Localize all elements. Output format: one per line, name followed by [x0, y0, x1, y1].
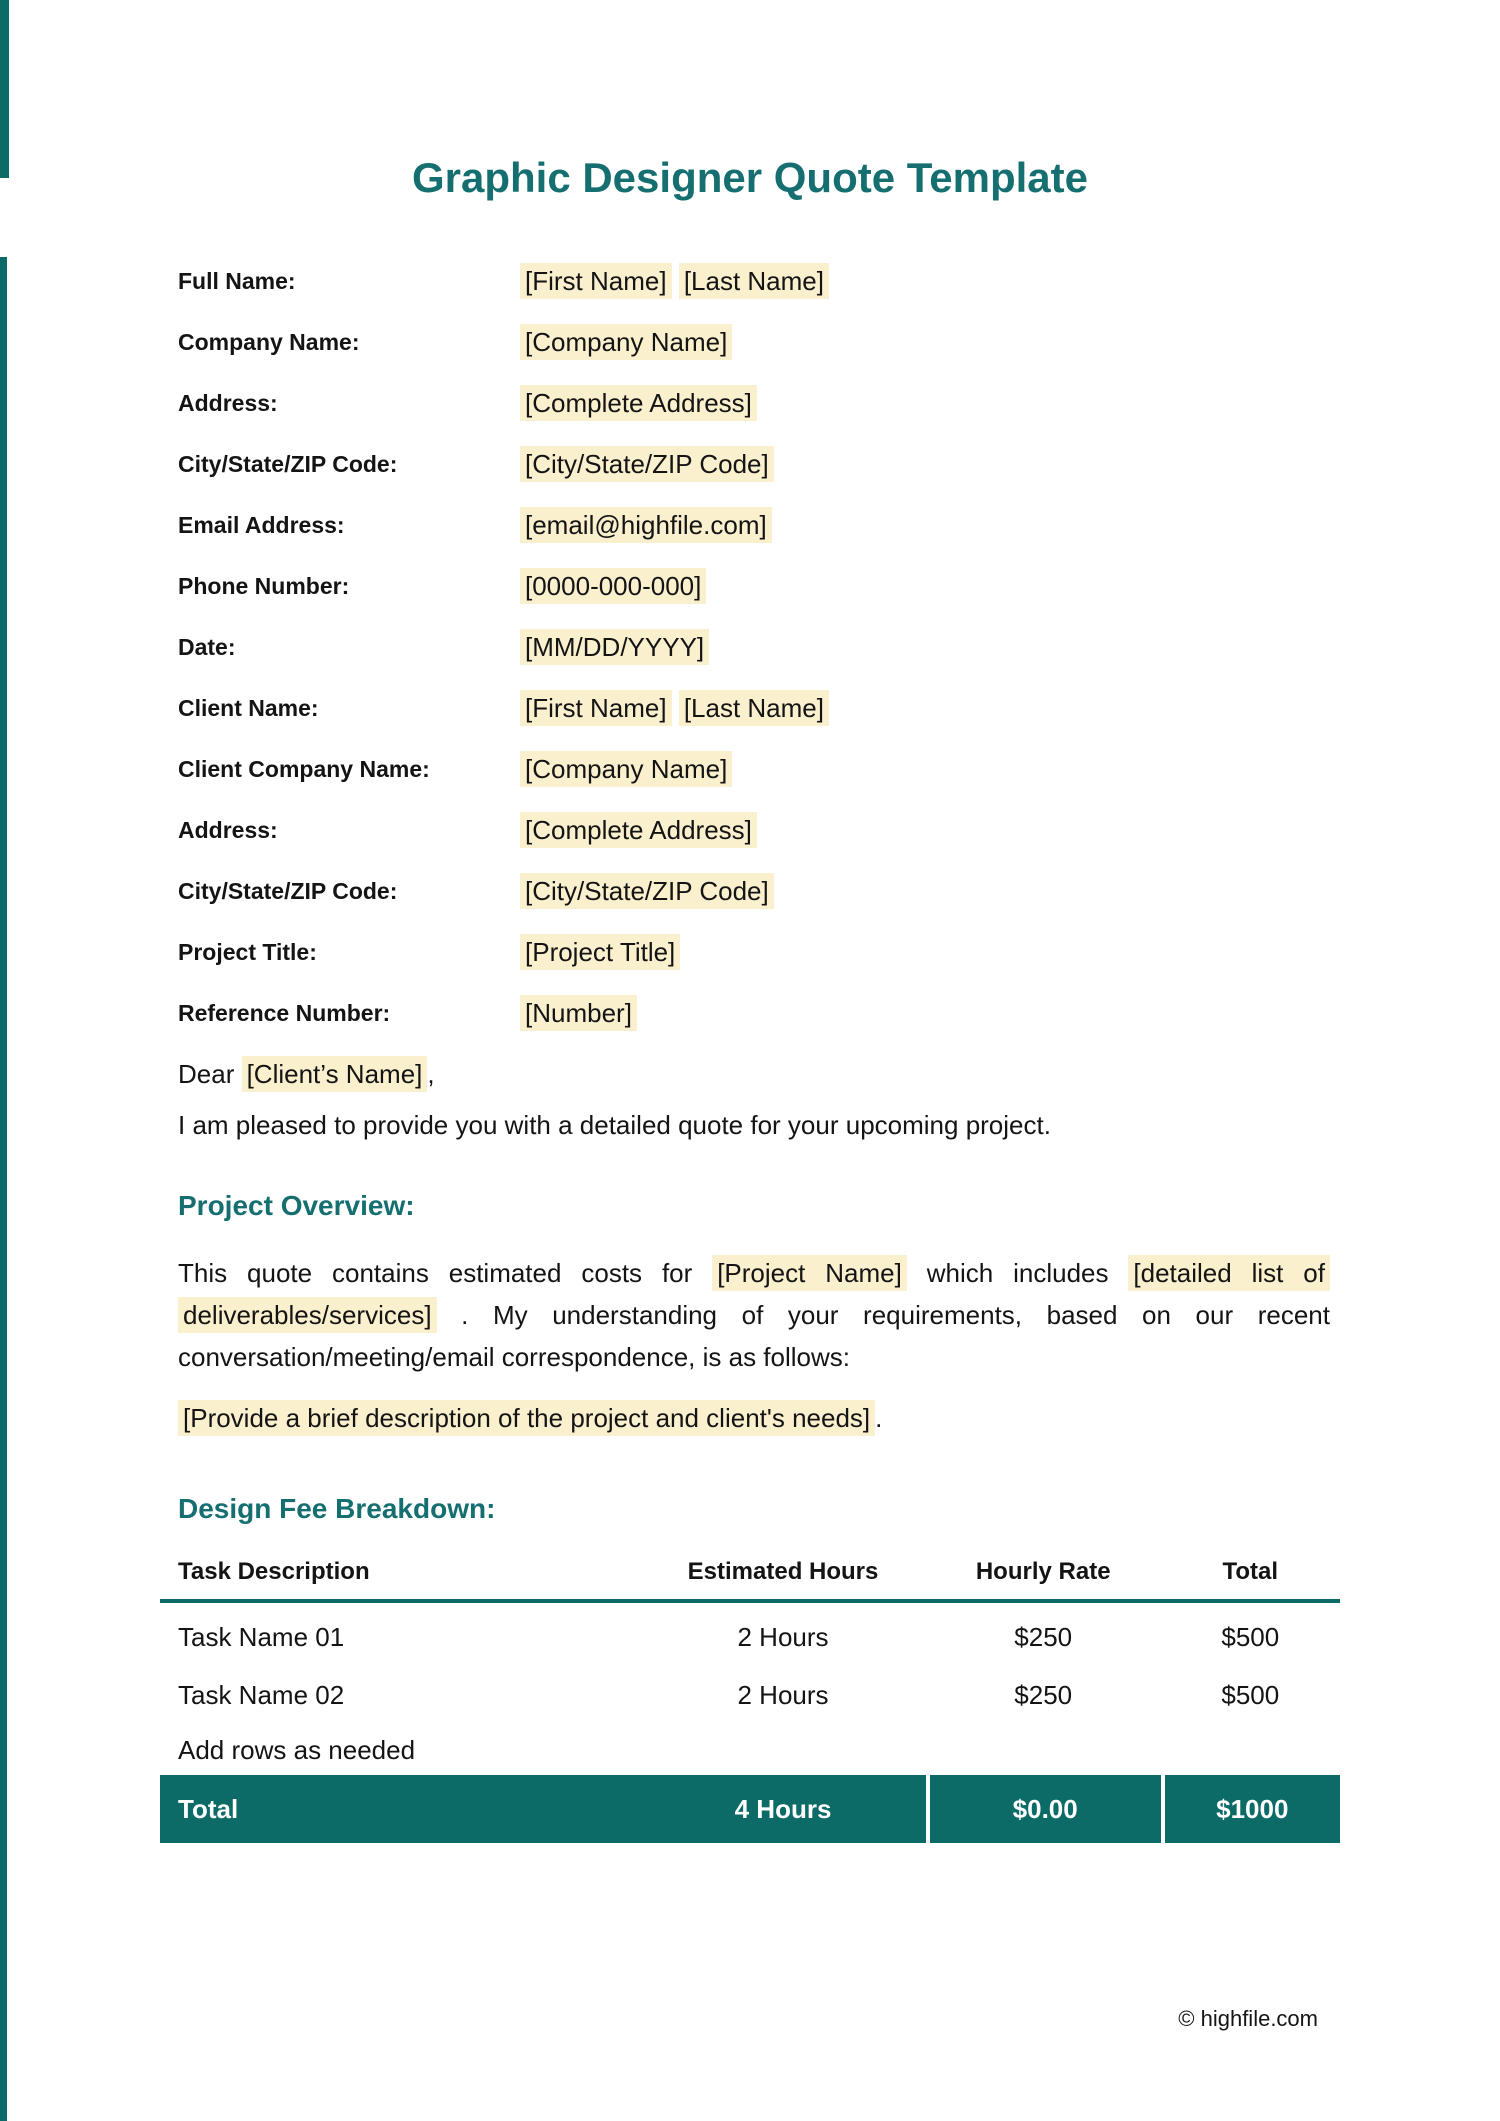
text-run: Dear [178, 1059, 242, 1089]
table-total-row [160, 1775, 1340, 1843]
field-value [520, 327, 732, 358]
form-row [178, 753, 1330, 786]
field-value [520, 632, 709, 663]
field-label: City/State/ZIP Code: [178, 878, 398, 904]
form-row [178, 997, 1330, 1030]
placeholder-field[interactable]: [Number] [520, 995, 637, 1031]
placeholder-field[interactable]: [Last Name] [679, 690, 829, 726]
field-label: Full Name: [178, 268, 296, 294]
form-row [178, 387, 1330, 420]
form-row [178, 448, 1330, 481]
intro-line: I am pleased to provide you with a detailed quote for your upcoming project. [178, 1110, 1051, 1140]
field-label: Project Title: [178, 939, 317, 965]
placeholder-field[interactable]: [detailed list of [1128, 1255, 1330, 1291]
table-cell: Task Name 02 [178, 1680, 345, 1710]
form-row [178, 631, 1330, 664]
placeholder-field[interactable]: [Last Name] [679, 263, 829, 299]
column-header: Total [1222, 1558, 1279, 1585]
field-label: City/State/ZIP Code: [178, 451, 398, 477]
field-label: Email Address: [178, 512, 345, 538]
form-row [178, 265, 1330, 298]
table-row [160, 1621, 1340, 1654]
form-section [178, 265, 1330, 603]
field-label: Client Company Name: [178, 756, 430, 782]
placeholder-field[interactable]: [City/State/ZIP Code] [520, 446, 774, 482]
text-run: . [875, 1403, 883, 1433]
placeholder-field[interactable]: deliverables/services] [178, 1297, 437, 1333]
page-title: Graphic Designer Quote Template [411, 154, 1089, 201]
form-row [178, 570, 1330, 603]
quote-details-form [178, 265, 1330, 1030]
field-value [520, 449, 774, 480]
table-cell: $250 [1014, 1622, 1073, 1652]
placeholder-field[interactable]: [Company Name] [520, 324, 732, 360]
placeholder-field[interactable]: [MM/DD/YYYY] [520, 629, 709, 665]
field-value [520, 266, 829, 297]
document-body [178, 265, 1330, 1843]
paragraph-line [178, 1336, 1330, 1378]
table-cell: $500 [1221, 1622, 1280, 1652]
form-row [178, 875, 1330, 908]
salutation-line [178, 1058, 1330, 1091]
table-header-row [160, 1557, 1340, 1587]
left-accent-bar [0, 257, 7, 2121]
total-cell: $0.00 [926, 1775, 1161, 1843]
footer-credit: © highfile.com [1178, 2006, 1318, 2031]
form-row [178, 814, 1330, 847]
field-value [520, 876, 774, 907]
text-run: , [427, 1059, 435, 1089]
form-row [178, 692, 1330, 725]
total-cell: 4 Hours [734, 1793, 832, 1824]
field-label: Client Name: [178, 695, 319, 721]
form-row [178, 326, 1330, 359]
table-note-row: Add rows as needed [178, 1735, 416, 1765]
table-cell: 2 Hours [737, 1622, 829, 1652]
paragraph-line [178, 1252, 1330, 1294]
placeholder-field[interactable]: [email@highfile.com] [520, 507, 772, 543]
field-label: Date: [178, 634, 236, 660]
table-cell: $250 [1014, 1680, 1073, 1710]
field-label: Address: [178, 817, 278, 843]
field-value [520, 510, 772, 541]
project-description-placeholder [178, 1402, 1330, 1435]
paragraph-line [178, 1294, 1330, 1336]
project-overview-heading: Project Overview: [178, 1190, 415, 1221]
field-label: Company Name: [178, 329, 360, 355]
field-value [520, 571, 706, 602]
form-section [178, 936, 1330, 1030]
field-label: Reference Number: [178, 1000, 391, 1026]
placeholder-field[interactable]: [Company Name] [520, 751, 732, 787]
table-cell: Task Name 01 [178, 1622, 345, 1652]
field-value [520, 937, 680, 968]
text-run: conversation/meeting/email correspondence, is as follows: [178, 1342, 851, 1372]
field-value [520, 388, 757, 419]
placeholder-field[interactable]: [Client’s Name] [242, 1056, 428, 1092]
field-value [520, 754, 732, 785]
project-overview-paragraph [178, 1252, 1330, 1378]
table-row [160, 1679, 1340, 1712]
table-header-rule [160, 1599, 1340, 1603]
fee-breakdown-table [160, 1557, 1340, 1843]
column-header: Estimated Hours [687, 1558, 879, 1585]
placeholder-field[interactable]: [Complete Address] [520, 385, 757, 421]
field-value [520, 693, 829, 724]
text-run: . My understanding of your requirements, based on our recent [436, 1300, 1330, 1330]
text-run: which includes [906, 1258, 1129, 1288]
total-cell: $1000 [1161, 1775, 1340, 1843]
total-cell: Total [178, 1793, 239, 1824]
placeholder-field[interactable]: [First Name] [520, 263, 672, 299]
placeholder-field[interactable]: [0000-000-000] [520, 568, 706, 604]
placeholder-field[interactable]: [Provide a brief description of the project and client's needs] [178, 1400, 875, 1436]
fee-breakdown-heading: Design Fee Breakdown: [178, 1493, 496, 1524]
text-run: This quote contains estimated costs for [178, 1258, 713, 1288]
left-accent-bar-top [0, 0, 9, 178]
table-cell: 2 Hours [737, 1680, 829, 1710]
field-label: Phone Number: [178, 573, 350, 599]
table-body [160, 1621, 1340, 1712]
placeholder-field[interactable]: [Project Name] [712, 1255, 907, 1291]
field-label: Address: [178, 390, 278, 416]
form-section [178, 631, 1330, 664]
placeholder-field[interactable]: [City/State/ZIP Code] [520, 873, 774, 909]
field-value [520, 815, 757, 846]
form-row [178, 936, 1330, 969]
table-cell: $500 [1221, 1680, 1280, 1710]
form-row [178, 509, 1330, 542]
placeholder-field[interactable]: [Project Title] [520, 934, 680, 970]
field-value [520, 998, 637, 1029]
placeholder-field[interactable]: [Complete Address] [520, 812, 757, 848]
column-header: Hourly Rate [975, 1558, 1111, 1585]
form-section [178, 692, 1330, 908]
placeholder-field[interactable]: [First Name] [520, 690, 672, 726]
column-header: Task Description [178, 1558, 370, 1585]
